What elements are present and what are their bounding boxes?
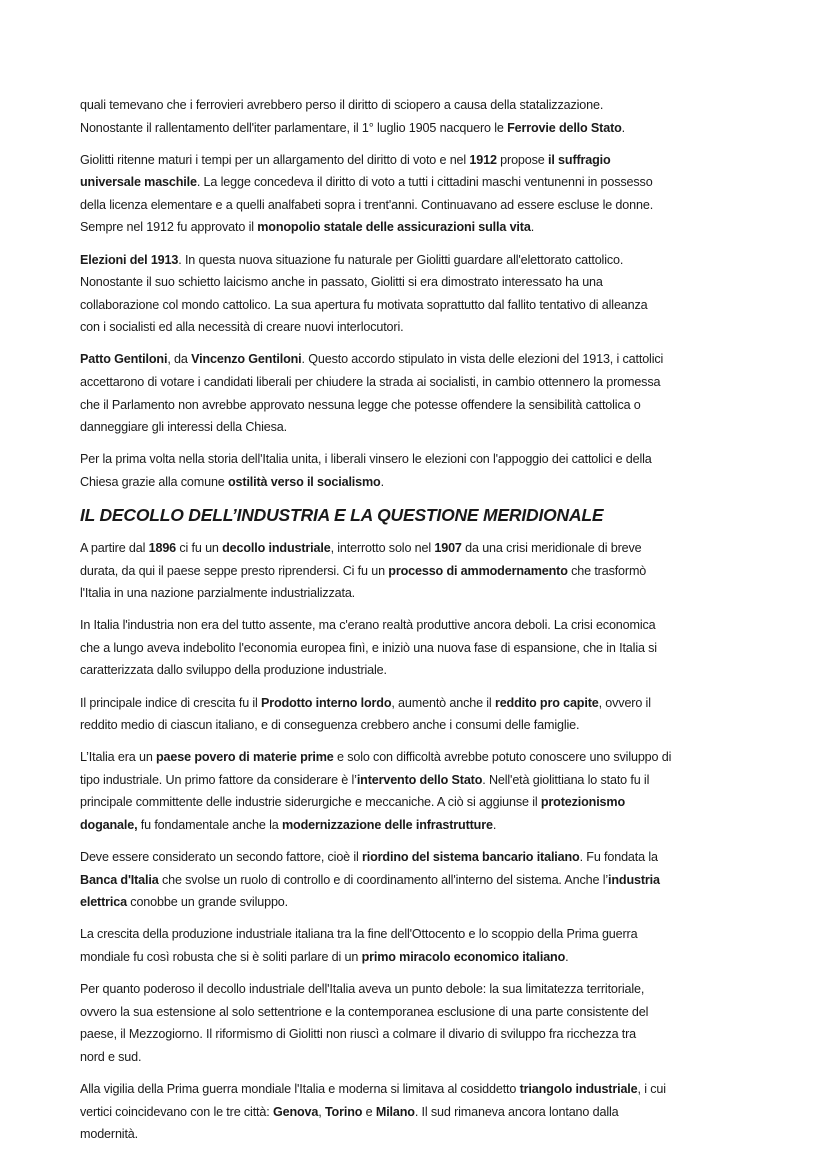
- text-line: [80, 1023, 770, 1046]
- text: , da: [167, 352, 192, 367]
- text: conobbe un grande sviluppo.: [126, 895, 288, 910]
- text-line: [80, 149, 770, 172]
- bold-text: Milano: [375, 1104, 415, 1119]
- text: caratterizzata dallo sviluppo della produzione industriale.: [80, 663, 387, 678]
- text: ovvero la sua estensione al solo settentrione e la contemporanea esclusione di una parte consistente del: [80, 1004, 649, 1019]
- text: della licenza elementare e a quelli analfabeti sopra i trent'anni. Continuavano ad essere escluse le donne.: [80, 197, 654, 212]
- paragraph: [80, 537, 770, 605]
- text: principale committente delle industrie siderurgiche e meccaniche. A ciò si aggiunse il: [80, 795, 541, 810]
- bold-text: protezionismo: [540, 795, 625, 810]
- text: l'Italia in una nazione parzialmente industrializzata.: [80, 586, 356, 601]
- text-line: [80, 1123, 770, 1146]
- text-line: [80, 791, 770, 814]
- text-line: [80, 582, 770, 605]
- bold-text: riordino del sistema bancario italiano: [362, 850, 580, 865]
- text: . Fu fondata la: [579, 850, 658, 865]
- text: e solo con difficoltà avrebbe potuto conoscere uno sviluppo di: [333, 750, 672, 765]
- document-page: [80, 94, 770, 1155]
- text: Nonostante il rallentamento dell'iter parlamentare, il 1° luglio 1905 nacquero le: [80, 120, 508, 135]
- text: con i socialisti ed alla necessità di creare nuovi interlocutori.: [80, 320, 404, 335]
- bold-text: 1896: [148, 541, 177, 555]
- paragraph: [80, 1078, 770, 1146]
- bold-text: Patto Gentiloni: [80, 352, 168, 367]
- text-line: [80, 659, 770, 682]
- paragraph: [80, 978, 770, 1068]
- text-line: [80, 448, 770, 471]
- text-line: [80, 537, 770, 560]
- text: In Italia l'industria non era del tutto assente, ma c'erano realtà produttive ancora deboli. La crisi economica: [80, 618, 656, 633]
- text: .: [492, 818, 497, 833]
- text: danneggiare gli interessi della Chiesa.: [80, 420, 287, 435]
- text: L’Italia era un: [80, 750, 157, 765]
- text: accettarono di votare i candidati liberali per chiudere la strada ai socialisti, in cambio ottennero la promessa: [80, 375, 661, 390]
- text: e: [362, 1104, 376, 1119]
- text: propose: [496, 152, 548, 167]
- paragraph: [80, 94, 770, 139]
- text-line: [80, 1101, 770, 1124]
- bold-text: universale maschile: [80, 175, 197, 190]
- bold-text: Ferrovie dello Stato: [507, 120, 622, 135]
- paragraph: [80, 149, 770, 239]
- text-line: [80, 637, 770, 660]
- text-line: [80, 294, 770, 317]
- text: Deve essere considerato un secondo fattore, cioè il: [80, 850, 363, 865]
- text: da una crisi meridionale di breve: [461, 541, 642, 555]
- text: . Questo accordo stipulato in vista delle elezioni del 1913, i cattolici: [301, 352, 664, 367]
- text: , ovvero il: [598, 695, 651, 710]
- text-line: [80, 560, 770, 583]
- bold-text: ostilità verso il socialismo: [228, 474, 381, 489]
- text: che a lungo aveva indebolito l'economia europea finì, e iniziò una nuova fase di espansione, che in Italia si: [80, 640, 657, 655]
- paragraph: [80, 448, 770, 493]
- section-industry: [80, 537, 770, 1146]
- bold-text: intervento dello Stato: [356, 772, 483, 787]
- paragraph: [80, 249, 770, 339]
- text-line: [80, 249, 770, 272]
- bold-text: Banca d'Italia: [80, 872, 159, 887]
- bold-text: modernizzazione delle infrastrutture: [281, 818, 493, 833]
- bold-text: reddito pro capite: [494, 695, 599, 710]
- paragraph: [80, 923, 770, 968]
- text: reddito medio di ciascun italiano, e di conseguenza crebbero anche i consumi delle famiglie.: [80, 718, 580, 733]
- text-line: [80, 416, 770, 439]
- text: durata, da qui il paese seppe presto riprendersi. Ci fu un: [80, 563, 389, 578]
- text: .: [380, 474, 384, 489]
- bold-text: Vincenzo Gentiloni: [191, 352, 302, 367]
- paragraph: [80, 746, 770, 836]
- text-line: [80, 316, 770, 339]
- text: Il principale indice di crescita fu il: [80, 695, 262, 710]
- text: . Nell'età giolittiana lo stato fu il: [482, 772, 650, 787]
- text: .: [530, 220, 535, 235]
- bold-text: Elezioni del 1913: [80, 252, 179, 267]
- text: fu fondamentale anche la: [137, 818, 282, 833]
- section-giolitti-reforms: [80, 94, 770, 494]
- section-heading: IL DECOLLO DELL’INDUSTRIA E LA QUESTIONE MERIDIONALE: [80, 505, 604, 525]
- text: che svolse un ruolo di controllo e di coordinamento all'interno del sistema. Anche l’: [158, 872, 609, 887]
- text-line: [80, 946, 770, 969]
- bold-text: Prodotto interno lordo: [261, 695, 392, 710]
- text-line: [80, 692, 770, 715]
- text: Chiesa grazie alla comune: [80, 474, 229, 489]
- text: tipo industriale. Un primo fattore da considerare è l’: [80, 772, 357, 787]
- text: modernità.: [80, 1127, 139, 1142]
- bold-text: decollo industriale: [222, 541, 331, 555]
- text-line: [80, 1078, 770, 1101]
- text: , i cui: [637, 1081, 666, 1096]
- text-line: [80, 746, 770, 769]
- text: vertici coincidevano con le tre città:: [80, 1104, 273, 1119]
- text: .: [621, 120, 626, 135]
- text-line: [80, 94, 770, 117]
- text-line: [80, 846, 770, 869]
- text-line: [80, 471, 770, 494]
- text-line: [80, 394, 770, 417]
- text: Per quanto poderoso il decollo industriale dell'Italia aveva un punto debole: la sua limitatezza territoriale,: [80, 982, 645, 997]
- bold-text: doganale,: [80, 818, 138, 833]
- text: Per la prima volta nella storia dell'Italia unita, i liberali vinsero le elezioni con l'appoggio dei cattolici e della: [80, 452, 652, 467]
- text: mondiale fu così robusta che si è soliti parlare di un: [80, 950, 362, 964]
- text-line: [80, 814, 770, 837]
- text: Alla vigilia della Prima guerra mondiale l'Italia e moderna si limitava al cosiddetto: [80, 1081, 520, 1096]
- bold-text: triangolo industriale: [519, 1081, 638, 1096]
- text: nord e sud.: [80, 1049, 142, 1064]
- text-line: [80, 978, 770, 1001]
- text-line: [80, 714, 770, 737]
- text-line: [80, 216, 770, 239]
- bold-text: 1912: [469, 152, 497, 167]
- paragraph: [80, 846, 770, 914]
- text: ,: [318, 1104, 325, 1119]
- text: che trasformò: [567, 563, 647, 578]
- bold-text: elettrica: [80, 895, 127, 910]
- text: . In questa nuova situazione fu naturale per Giolitti guardare all'elettorato cattolico.: [178, 252, 624, 267]
- paragraph: [80, 692, 770, 737]
- text-line: [80, 117, 770, 140]
- text: collaborazione col mondo cattolico. La sua apertura fu motivata soprattutto dal fallito tentativo di alleanza: [80, 297, 648, 312]
- text-line: [80, 769, 770, 792]
- text-line: [80, 194, 770, 217]
- text-line: [80, 1001, 770, 1024]
- text: paese, il Mezzogiorno. Il riformismo di Giolitti non riuscì a colmare il divario di sviluppo fra ricchezza tra: [80, 1027, 637, 1042]
- text: , interrotto solo nel: [330, 541, 435, 555]
- bold-text: industria: [608, 872, 660, 887]
- text-line: [80, 614, 770, 637]
- text: A partire dal: [80, 541, 149, 555]
- text: ci fu un: [176, 541, 223, 555]
- text: Nonostante il suo schietto laicismo anche in passato, Giolitti si era dimostrato interessato ha una: [80, 275, 603, 290]
- text: Sempre nel 1912 fu approvato il: [80, 220, 258, 235]
- bold-text: 1907: [434, 541, 462, 555]
- text-line: [80, 869, 770, 892]
- bold-text: primo miracolo economico italiano: [361, 950, 566, 964]
- text-line: [80, 171, 770, 194]
- text: Giolitti ritenne maturi i tempi per un allargamento del diritto di voto e nel: [80, 152, 470, 167]
- text-line: [80, 923, 770, 946]
- text-line: [80, 271, 770, 294]
- text: .: [565, 950, 569, 964]
- bold-text: monopolio statale delle assicurazioni sulla vita: [257, 220, 531, 235]
- text: che il Parlamento non avrebbe approvato nessuna legge che potesse offendere la sensibilità cattolica o: [80, 397, 641, 412]
- bold-text: Genova: [272, 1104, 319, 1119]
- text-line: [80, 891, 770, 914]
- text: . La legge concedeva il diritto di voto a tutti i cittadini maschi ventunenni in possesso: [196, 175, 653, 190]
- bold-text: processo di ammodernamento: [388, 563, 568, 578]
- text-line: [80, 348, 770, 371]
- text: . Il sud rimaneva ancora lontano dalla: [414, 1104, 619, 1119]
- bold-text: Torino: [324, 1104, 363, 1119]
- paragraph: [80, 614, 770, 682]
- text: quali temevano che i ferrovieri avrebbero perso il diritto di sciopero a causa della statalizzazione.: [80, 98, 604, 112]
- text-line: [80, 371, 770, 394]
- bold-text: il suffragio: [548, 152, 611, 167]
- paragraph: [80, 348, 770, 438]
- text: , aumentò anche il: [391, 695, 495, 710]
- text: La crescita della produzione industriale italiana tra la fine dell'Ottocento e lo scoppio della Prima guerra: [80, 927, 638, 942]
- bold-text: paese povero di materie prime: [156, 750, 334, 765]
- text-line: [80, 1046, 770, 1069]
